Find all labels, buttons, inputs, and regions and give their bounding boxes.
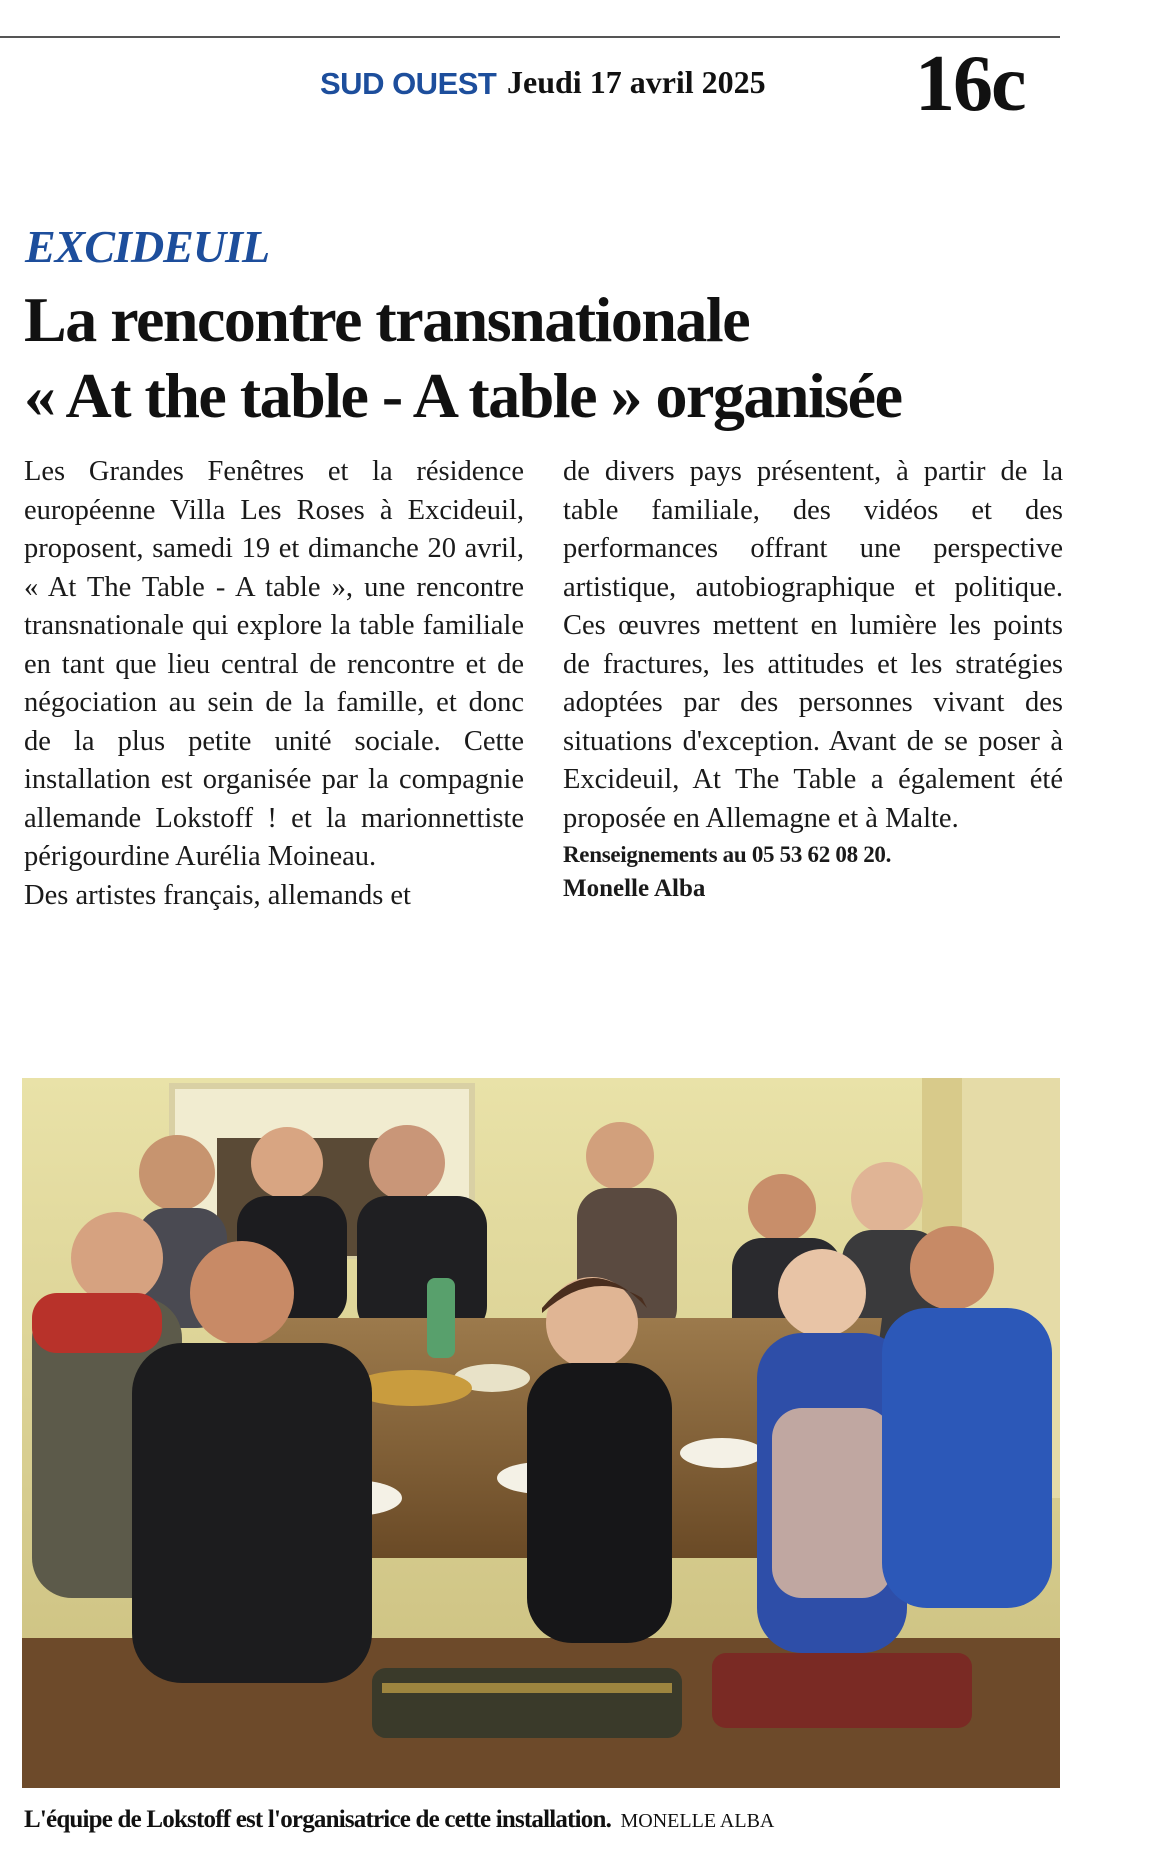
photo-caption	[24, 1806, 774, 1834]
article-headline	[24, 282, 1064, 434]
photo-illustration	[22, 1078, 1060, 1788]
article-column-right	[563, 453, 1063, 906]
body-paragraph: de divers pays présentent, à partir de la table familiale, des vidéos et des performances offrant une perspective artistique, autobiographique et politique. Ces œuvres mettent en lumière les points de fractures, les attitudes et les stratégies adoptées par des personnes vivant des situations d'exception. Avant de se poser à Excideuil, At The Table a également été proposée en Allemagne et à Malte.	[563, 456, 1063, 834]
info-line: Renseignements au 05 53 62 08 20.	[563, 842, 892, 867]
caption-text: L'équipe de Lokstoff est l'organisatrice de cette installation.	[24, 1806, 612, 1833]
body-paragraph: Les Grandes Fenêtres et la résidence européenne Villa Les Roses à Excideuil, proposent, samedi 19 et dimanche 20 avril, « At The Table - A table », une rencontre transnationale qui explore la table familiale en tant que lieu central de rencontre et de négociation au sein de la famille, et donc de la plus petite unité sociale. Cette installation est organisée par la compagnie allemande Lokstoff ! et la marionnettiste périgourdine Aurélia Moineau.	[24, 456, 524, 872]
photo-credit: MONELLE ALBA	[620, 1810, 775, 1832]
article-column-left	[24, 453, 524, 915]
issue-date: Jeudi 17 avril 2025	[507, 64, 766, 100]
article-kicker: EXCIDEUIL	[25, 221, 270, 272]
page-number: 16c	[915, 40, 1025, 128]
group-photo	[22, 1078, 1060, 1788]
header-rule	[0, 36, 1060, 38]
headline-line-1: La rencontre transnationale	[24, 284, 750, 355]
headline-line-2: « At the table - A table » organisée	[24, 360, 902, 431]
author-byline: Monelle Alba	[563, 875, 706, 902]
newspaper-name: SUD OUEST	[320, 66, 497, 101]
body-paragraph: Des artistes français, allemands et	[24, 879, 411, 911]
